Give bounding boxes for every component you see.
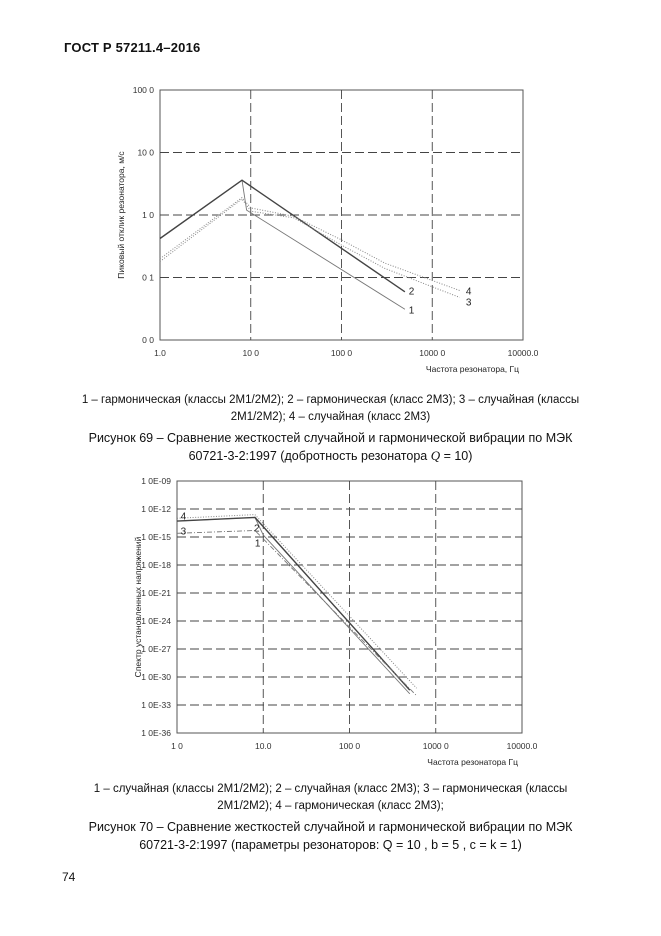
x-tick-label: 1000 0: [419, 348, 446, 358]
y-axis-title: Пиковый отклик резонатора, м/с: [116, 151, 126, 279]
x-tick-label: 10000.0: [506, 741, 538, 751]
series-label-4: 4: [180, 511, 187, 523]
y-tick-label: 1 0E-21: [141, 588, 171, 598]
figure-70-legend: [40, 781, 621, 815]
series-label-3: 3: [465, 297, 472, 309]
series-label-2: 2: [253, 523, 260, 535]
y-tick-label: 1 0E-09: [141, 476, 171, 486]
figure-70-legend-line-1: 1 – случайная (классы 2М1/2М2); 2 – случайная (класс 2М3); 3 – гармоническая (классы: [93, 783, 568, 795]
y-tick-label: 0 1: [142, 272, 154, 283]
document-header: ГОСТ Р 57211.4–2016: [64, 40, 201, 55]
x-axis-title: Частота резонатора, Гц: [425, 364, 519, 374]
figure-69-caption-q: Q: [430, 448, 441, 463]
y-tick-label: 1 0E-36: [141, 728, 171, 738]
y-tick-label: 1 0E-33: [141, 700, 171, 710]
x-tick-label: 10 0: [242, 348, 260, 358]
series-label-3: 3: [180, 526, 187, 538]
figure-69-legend-line-2: 2М1/2М2); 4 – случайная (класс 2М3): [230, 411, 431, 423]
figure-69-legend-line-1: 1 – гармоническая (классы 2М1/2М2); 2 – гармоническая (класс 2М3); 3 – случайная (классы: [81, 394, 580, 406]
y-tick-label: 1 0E-27: [141, 644, 171, 654]
figure-70-caption: [40, 818, 621, 854]
x-axis-title: Частота резонатора Гц: [427, 757, 518, 767]
x-tick-label: 1.0: [154, 348, 166, 358]
figure-69-caption-text-a: 60721-3-2:1997 (добротность резонатора: [188, 449, 431, 463]
y-tick-label: 1 0E-30: [141, 672, 171, 682]
series-label-2: 2: [408, 286, 415, 298]
x-tick-label: 1000 0: [422, 741, 449, 751]
figure-70-caption-line-1: Рисунок 70 – Сравнение жесткостей случайной и гармонической вибрации по МЭК: [88, 820, 573, 834]
y-tick-label: 1 0E-18: [141, 560, 171, 570]
x-tick-label: 1 0: [171, 741, 183, 751]
y-tick-label: 10 0: [137, 147, 154, 158]
y-tick-label: 0 0: [142, 335, 154, 345]
page-number: 74: [62, 870, 76, 884]
y-tick-label: 1 0E-24: [141, 616, 171, 626]
y-tick-label: 1 0: [142, 210, 154, 220]
figure-70-caption-line-2: 60721-3-2:1997 (параметры резонаторов: Q = 10 , b = 5 , c = k = 1): [139, 838, 522, 852]
x-tick-label: 100 0: [330, 348, 353, 358]
y-tick-label: 1 0E-15: [141, 532, 171, 542]
y-tick-label: 100 0: [132, 85, 154, 95]
x-tick-label: 10000.0: [507, 348, 539, 358]
y-tick-label: 1 0E-12: [141, 504, 171, 514]
x-tick-label: 10.0: [254, 741, 272, 751]
series-label-1: 1: [254, 538, 261, 550]
x-tick-label: 100 0: [338, 741, 361, 751]
figure-69-caption-line-1: Рисунок 69 – Сравнение жесткостей случайной и гармонической вибрации по МЭК: [88, 431, 573, 445]
series-label-1: 1: [408, 305, 415, 317]
y-axis-title: Спектр установленных напряжений: [133, 536, 143, 678]
figure-69-caption-text-b: = 10): [440, 449, 473, 463]
series-label-4: 4: [465, 286, 472, 298]
figure-70-legend-line-2: 2М1/2М2); 4 – гармоническая (класс 2М3);: [217, 800, 444, 812]
